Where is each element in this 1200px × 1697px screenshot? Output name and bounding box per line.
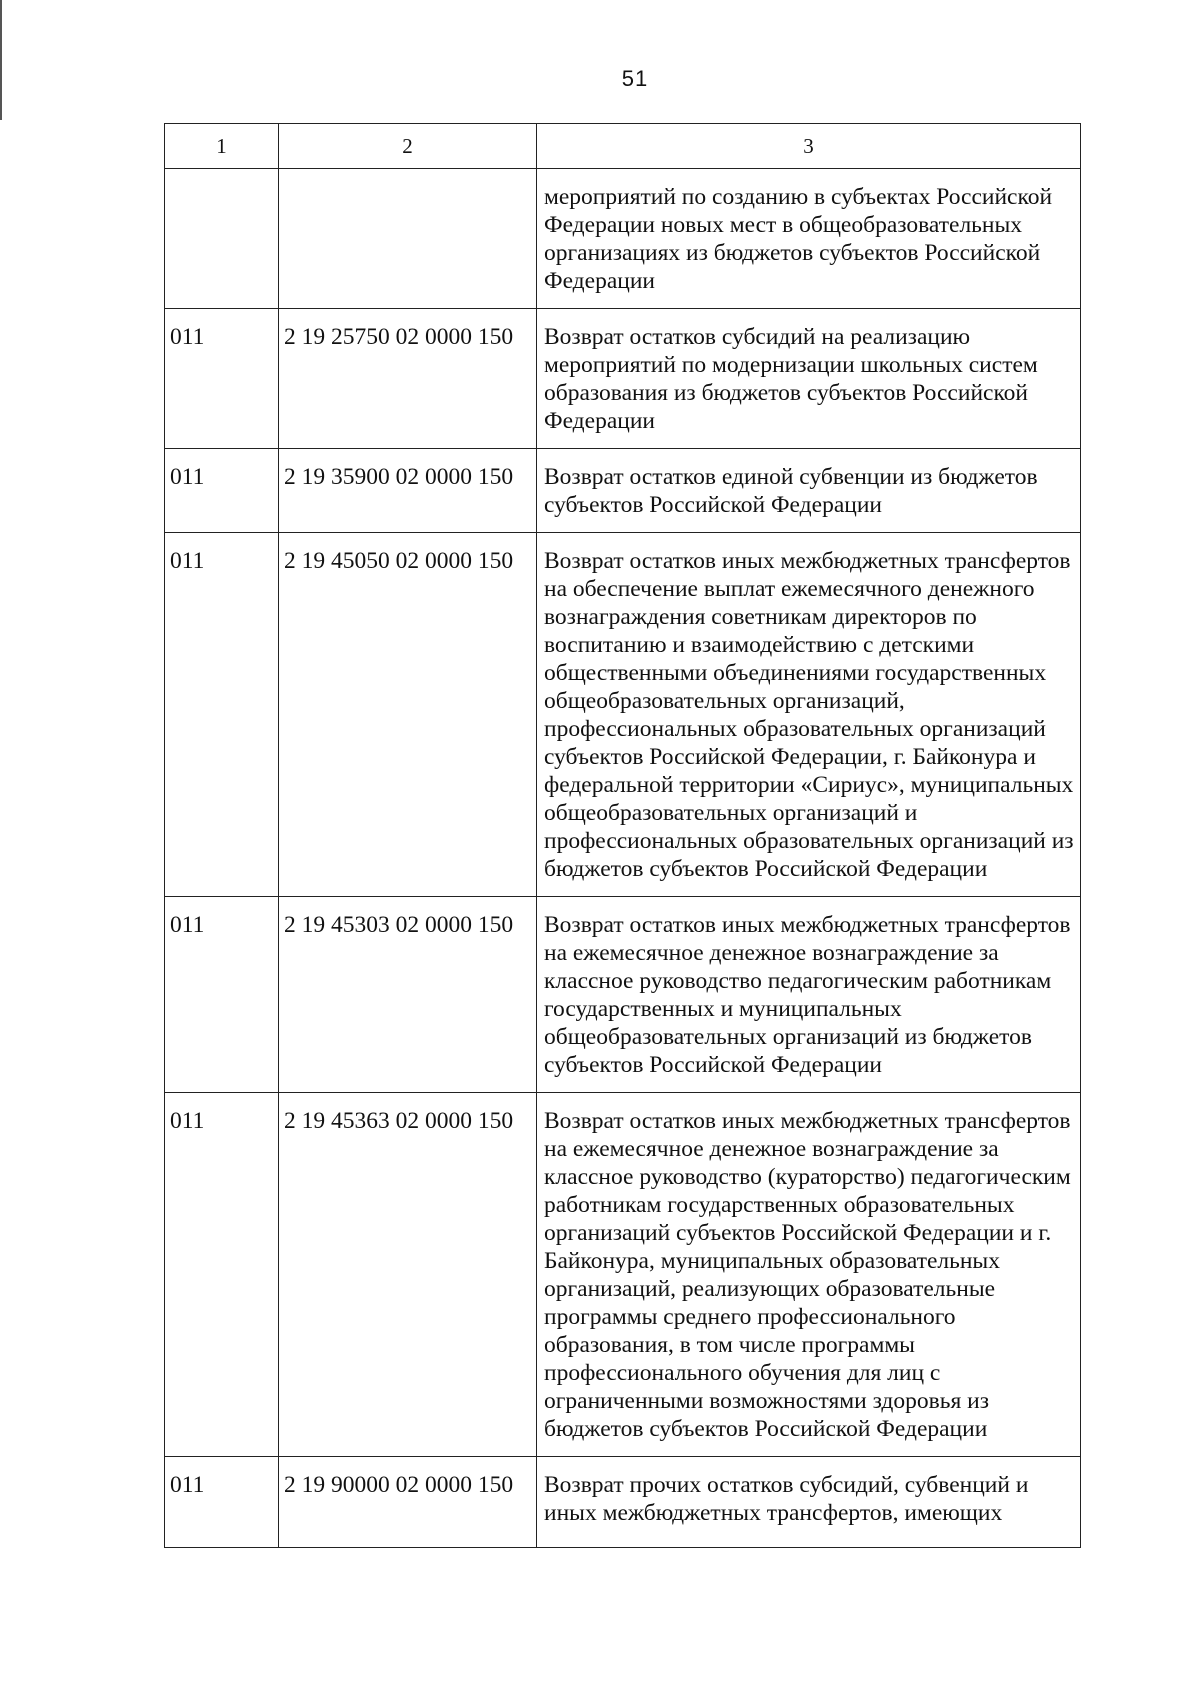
budget-classification-code-cell: 2 19 45303 02 0000 150 <box>279 897 537 1093</box>
page-number: 51 <box>621 66 649 91</box>
budget-code-table <box>164 123 1081 1548</box>
header-row <box>165 124 1081 169</box>
admin-code-cell: 011 <box>165 1457 279 1548</box>
budget-classification-code-cell: 2 19 25750 02 0000 150 <box>279 309 537 449</box>
header-col-3: 3 <box>537 124 1081 169</box>
header-col-2: 2 <box>279 124 537 169</box>
revenue-name-cell: Возврат остатков единой субвенции из бюджетов субъектов Российской Федерации <box>537 449 1081 533</box>
admin-code-cell: 011 <box>165 897 279 1093</box>
table-row <box>165 1457 1081 1548</box>
table-row <box>165 897 1081 1093</box>
budget-classification-code-cell: 2 19 45050 02 0000 150 <box>279 533 537 897</box>
revenue-name-cell: Возврат остатков иных межбюджетных трансфертов на ежемесячное денежное вознаграждение за классное руководство педагогическим работникам государственных и муниципальных общеобразовательных организаций из бюджетов субъектов Российской Федерации <box>537 897 1081 1093</box>
revenue-name-cell: Возврат остатков иных межбюджетных трансфертов на ежемесячное денежное вознаграждение за классное руководство (кураторство) педагогическим работникам государственных образовательных организаций субъектов Российской Федерации и г. Байконура, муниципальных образовательных организаций, реализующих образовательные программы среднего профессионального образования, в том числе программы профессионального обучения для лиц с ограниченными возможностями здоровья из бюджетов субъектов Российской Федерации <box>537 1093 1081 1457</box>
revenue-name-cell: мероприятий по созданию в субъектах Российской Федерации новых мест в общеобразовательных организациях из бюджетов субъектов Российской Федерации <box>537 169 1081 309</box>
revenue-name-cell: Возврат прочих остатков субсидий, субвенций и иных межбюджетных трансфертов, имеющих <box>537 1457 1081 1548</box>
budget-classification-code-cell <box>279 169 537 309</box>
admin-code-cell: 011 <box>165 449 279 533</box>
table-row <box>165 449 1081 533</box>
table-row <box>165 1093 1081 1457</box>
budget-classification-code-cell: 2 19 35900 02 0000 150 <box>279 449 537 533</box>
scan-edge-mark <box>0 0 2 120</box>
admin-code-cell: 011 <box>165 1093 279 1457</box>
table-body <box>165 169 1081 1548</box>
admin-code-cell: 011 <box>165 309 279 449</box>
table-row <box>165 309 1081 449</box>
header-col-1: 1 <box>165 124 279 169</box>
revenue-name-cell: Возврат остатков субсидий на реализацию мероприятий по модернизации школьных систем образования из бюджетов субъектов Российской Федерации <box>537 309 1081 449</box>
table-header <box>165 124 1081 169</box>
revenue-name-cell: Возврат остатков иных межбюджетных трансфертов на обеспечение выплат ежемесячного денежного вознаграждения советникам директоров по воспитанию и взаимодействию с детскими общественными объединениями государственных общеобразовательных организаций, профессиональных образовательных организаций субъектов Российской Федерации, г. Байконура и федеральной территории «Сириус», муниципальных общеобразовательных организаций и профессиональных образовательных организаций из бюджетов субъектов Российской Федерации <box>537 533 1081 897</box>
table-row <box>165 533 1081 897</box>
admin-code-cell: 011 <box>165 533 279 897</box>
budget-classification-code-cell: 2 19 45363 02 0000 150 <box>279 1093 537 1457</box>
admin-code-cell <box>165 169 279 309</box>
table-row <box>165 169 1081 309</box>
budget-classification-code-cell: 2 19 90000 02 0000 150 <box>279 1457 537 1548</box>
